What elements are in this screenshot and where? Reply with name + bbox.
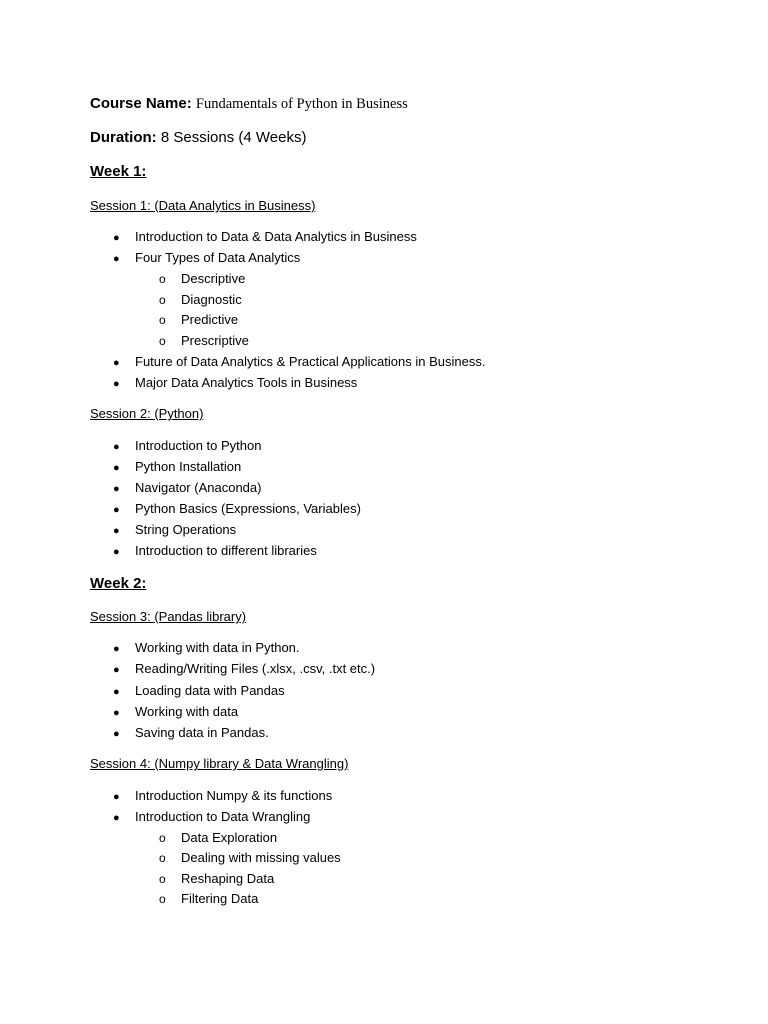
circle-bullet-icon: o — [159, 851, 166, 865]
session-2-heading: Session 2: (Python) — [90, 406, 204, 421]
list-item: ● Introduction to different libraries — [113, 543, 317, 558]
duration-value: 8 Sessions (4 Weeks) — [160, 129, 307, 146]
course-name-line — [90, 95, 408, 113]
sub-list-item: o Predictive — [159, 312, 239, 327]
list-item: ● Introduction to Python — [113, 438, 262, 453]
circle-bullet-icon: o — [159, 272, 166, 286]
bullet-icon: ● — [113, 686, 120, 698]
duration-line — [90, 129, 306, 146]
list-item: ● Working with data in Python. — [113, 640, 300, 655]
course-name-value: Fundamentals of Python in Business — [195, 96, 408, 112]
bullet-icon: ● — [113, 253, 120, 265]
bullet-icon: ● — [113, 664, 120, 676]
list-item: ● Python Installation — [113, 459, 242, 474]
session-4-heading: Session 4: (Numpy library & Data Wrangling) — [90, 756, 349, 771]
circle-bullet-icon: o — [159, 313, 166, 327]
circle-bullet-icon: o — [159, 892, 166, 906]
sub-list-item: o Reshaping Data — [159, 871, 275, 886]
list-item: ● Navigator (Anaconda) — [113, 480, 262, 495]
bullet-icon: ● — [113, 707, 120, 719]
bullet-icon: ● — [113, 525, 120, 537]
bullet-icon: ● — [113, 728, 120, 740]
bullet-icon: ● — [113, 791, 120, 803]
session-3-heading: Session 3: (Pandas library) — [90, 609, 247, 624]
bullet-icon: ● — [113, 812, 120, 824]
bullet-icon: ● — [113, 357, 120, 369]
duration-label: Duration: — [90, 129, 157, 146]
sub-list-item: o Prescriptive — [159, 333, 249, 348]
bullet-icon: ● — [113, 546, 120, 558]
list-item: ● Major Data Analytics Tools in Business — [113, 375, 358, 390]
session-1-heading: Session 1: (Data Analytics in Business) — [90, 198, 316, 213]
bullet-icon: ● — [113, 378, 120, 390]
list-item: ● Future of Data Analytics & Practical Applications in Business. — [113, 354, 486, 369]
list-item: ● Python Basics (Expressions, Variables) — [113, 501, 361, 516]
list-item: ● Working with data — [113, 704, 239, 719]
sub-list-item: o Filtering Data — [159, 891, 259, 906]
sub-list-item: o Descriptive — [159, 271, 246, 286]
sub-list-item: o Diagnostic — [159, 292, 242, 307]
list-item: ● Loading data with Pandas — [113, 683, 285, 698]
bullet-icon: ● — [113, 483, 120, 495]
list-item: ● Introduction to Data Wrangling — [113, 809, 311, 824]
list-item: ● Saving data in Pandas. — [113, 725, 269, 740]
bullet-icon: ● — [113, 232, 120, 244]
bullet-icon: ● — [113, 441, 120, 453]
list-item: ● Introduction to Data & Data Analytics in Business — [113, 229, 417, 244]
list-item: ● String Operations — [113, 522, 237, 537]
course-name-label: Course Name: — [90, 95, 192, 112]
sub-list-item: o Data Exploration — [159, 830, 278, 845]
bullet-icon: ● — [113, 643, 120, 655]
bullet-icon: ● — [113, 462, 120, 474]
circle-bullet-icon: o — [159, 831, 166, 845]
circle-bullet-icon: o — [159, 334, 166, 348]
week-2-heading: Week 2: — [90, 575, 147, 592]
circle-bullet-icon: o — [159, 872, 166, 886]
bullet-icon: ● — [113, 504, 120, 516]
list-item: ● Four Types of Data Analytics — [113, 250, 301, 265]
week-1-heading: Week 1: — [90, 163, 147, 180]
circle-bullet-icon: o — [159, 293, 166, 307]
list-item: ● Introduction Numpy & its functions — [113, 788, 333, 803]
sub-list-item: o Dealing with missing values — [159, 850, 341, 865]
list-item: ● Reading/Writing Files (.xlsx, .csv, .txt etc.) — [113, 661, 376, 676]
